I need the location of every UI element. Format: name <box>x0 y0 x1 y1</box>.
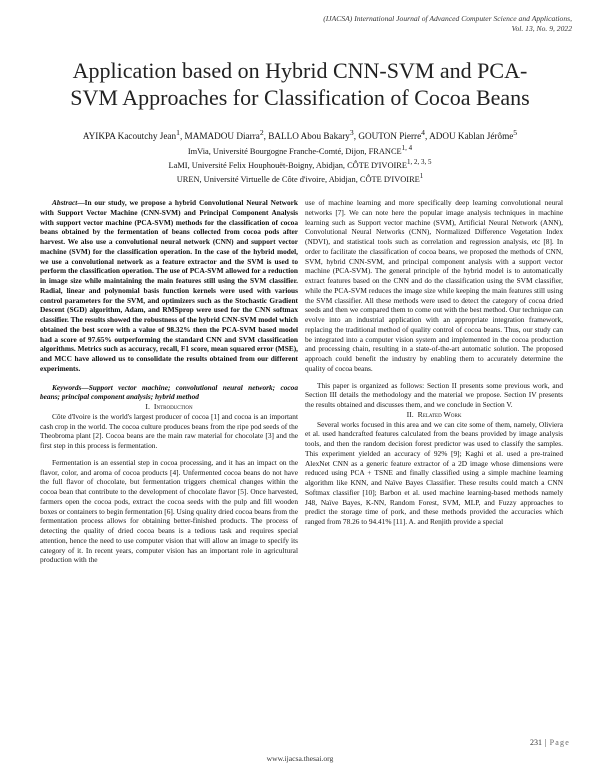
journal-header <box>172 14 572 34</box>
author-names: AYIKPA Kacoutchy Jean$^1$, MAMADOU Diarra$^2$, BALLO Abou Bakary$^3$, GOUTON Pierre$^4$, ADOU Kablan Jérôme$^5$ <box>82 128 518 142</box>
section-heading-related-work: II. Related Work <box>406 409 462 419</box>
intro-paragraph-2: Fermentation is an essential step in cocoa processing, and it has an impact on the flavor, color, and aroma of cocoa products [4]. Unfermented cocoa beans do not have the full flavor of chocolate, but fermentation triggers chemical changes within the cocoa bean that contribute to the development of chocolate flavor [5]. Once harvested, farmers open the cocoa pods, extract the cocoa seeds with the pulp and fill wooden boxes or containers to begin fermentation [6]. Using quality dried cocoa beans from the fermentation process allows for obtaining better-finished products. The process of detecting the quality of dried cocoa beans is a tedious task and requires special attention, hence the need to use computer vision that will allow an image to specify its category of it. In recent years, computer vision has an important role in agricultural production with the <box>40 457 298 565</box>
journal-url[interactable]: www.ijacsa.thesai.org <box>266 754 334 763</box>
abstract-text: —In our study, we propose a hybrid Convolutional Neural Network with Support Vector Machine (CNN-SVM) and Principal Component Analysis with support vector machine (PCA-SVM) methods for the classification of cocoa beans obtained by the fermentation of beans collected from cocoa pods after harvest. We also use a convolutional neural network (CNN) and support vector machine (SVM) for the classification operation. In the case of the hybrid model, we use a convolutional network as a feature extractor and the SVM is used to perform the classification operation. The use of PCA-SVM allowed for a reduction in image size while maintaining the main features still using the SVM classifier. Radial, linear and polynomial basis function kernels were used with various control parameters for the SVM, and optimizers such as the Stochastic Gradient Descent (SGD) algorithm, Adam, and RMSprop were used for the CNN softmax classifier. The results showed the robustness of the hybrid CNN-SVM model which obtained the best score with a value of 98.32% then the PCA-SVM based model had a score of 97.65% outperforming the standard CNN and SVM classification algorithms. Metrics such as accuracy, recall, F1 score, mean squared error (MSE), and MCC have allowed us to consolidate the results obtained from our different experiments. <box>40 198 299 373</box>
page-number-value: 231 <box>530 738 543 747</box>
affiliation: UREN, Université Virtuelle de Côte d'ivoire, Abidjan, CÔTE D'IVOIRE$^1$ <box>176 172 424 184</box>
affiliation: ImVia, Université Bourgogne Franche-Comté, Dijon, FRANCE$^{1, 4}$ <box>187 143 413 156</box>
related-work-paragraph: Several works focused in this area and we can cite some of them, namely, Oliviera et al. used handcrafted features calculated from the beans provided by image analysis tools, and then the random decision forest predictor was used to classify the samples. This experiment yielded an accuracy of 92% [9]; Kaghi et al. used a pre-trained AlexNet CNN as a generic feature extractor of a 2D image whose dimensions were reduced using PCA + TSNE and finally classified using a simple machine learning algorithm like KNN, and Naïve Bayes Classifier. These results could match a CNN Softmax classifier [10]; Barbon et al. used machine learning-based methods namely J48, Naïve Bayes, K-NN, Random Forest, SVM, MLP, and Fuzzy approaches to predict the storage time of pork, and these methods provided the accuracies which ranged from 78.26 to 94.41% [11]. A. and Renjith provide a special <box>305 419 563 526</box>
keywords-text: —Support vector machine; convolutional neural network; cocoa beans; principal component analysis; hybrid method <box>40 382 298 402</box>
author-name: GOUTON Pierre <box>358 131 422 142</box>
author-name: ADOU Kablan Jérôme <box>429 131 514 142</box>
author-block <box>20 127 580 185</box>
section-heading-introduction: I. Introduction <box>145 402 193 411</box>
page-label: Page <box>549 738 570 747</box>
author-name: BALLO Abou Bakary <box>268 131 350 142</box>
keywords-label: Keywords <box>52 382 82 392</box>
author-name: MAMADOU Diarra <box>184 131 260 142</box>
author-name: AYIKPA Kacoutchy Jean <box>82 131 177 142</box>
abstract <box>40 198 298 374</box>
title-line-2: SVM Approaches for Classification of Cocoa Beans <box>70 85 530 110</box>
left-column <box>40 198 298 565</box>
intro-paragraph-1: Côte d'Ivoire is the world's largest producer of cocoa [1] and cocoa is an important cash crop in the world. The cocoa culture produces beans from the ripe pod seeds of the Theobroma plant [2]. Cocoa beans are the main raw material for chocolate [3] and the first step in this process is fermentation. <box>40 411 298 450</box>
page-number: 231 | Page <box>530 738 570 747</box>
right-column <box>305 198 563 527</box>
organization-paragraph: This paper is organized as follows: Section II presents some previous work, and Section III details the methodology and the material we propose. Section IV presents the results obtained and discusses them, and we conclude in Section V. <box>305 380 563 409</box>
affiliations <box>20 143 580 186</box>
intro-paragraph-continued: use of machine learning and more specifically deep learning convolutional neural networks [7]. We can note here the popular image analysis techniques in machine learning such as Support vector machine (SVM), Artificial Neural Network (ANN), Convolutional Neural Networks (CNN), Normalized Difference Vegetation Index (NDVI), and statistical tools such as correlation and regression analysis, etc [8]. In order to facilitate the classification of cocoa beans, we proposed the methods of CNN, SVM, hybrid CNN-SVM, and principal component analysis with a support vector machine (PCA-SVM). The general principle of the hybrid model is to automatically extract features based on the CNN and do the classification using the SVM classifier, while the PCA-SVM reduces the image size while keeping the main features still using the SVM classifier. All these methods were used to detect the category of cocoa dried seeds and then we compared them to come out with the best method. Our technique can evolve into an industrial application with an appropriate integration framework, replacing the traditional method of quality control of cocoa beans. Thus, our study can be integrated into a computer vision system and implemented in the cocoa production and processing chain, resulting in a state-of-the-art automatic solution. The proposed approach could benefit the industry by enabling them to accurately determine the quality of cocoa beans. <box>305 198 563 373</box>
title-line-1: Application based on Hybrid CNN-SVM and PCA- <box>72 58 528 83</box>
abstract-label: Abstract <box>52 198 78 207</box>
paper-title <box>40 57 560 111</box>
journal-name: (IJACSA) International Journal of Advanced Computer Science and Applications, <box>323 14 572 23</box>
journal-volume: Vol. 13, No. 9, 2022 <box>511 24 572 33</box>
affiliation: LaMI, Université Felix Houphouët-Boigny, Abidjan, CÔTE D'IVOIRE$^{1, 2, 3, 5}$ <box>168 157 432 170</box>
keywords <box>40 383 298 403</box>
